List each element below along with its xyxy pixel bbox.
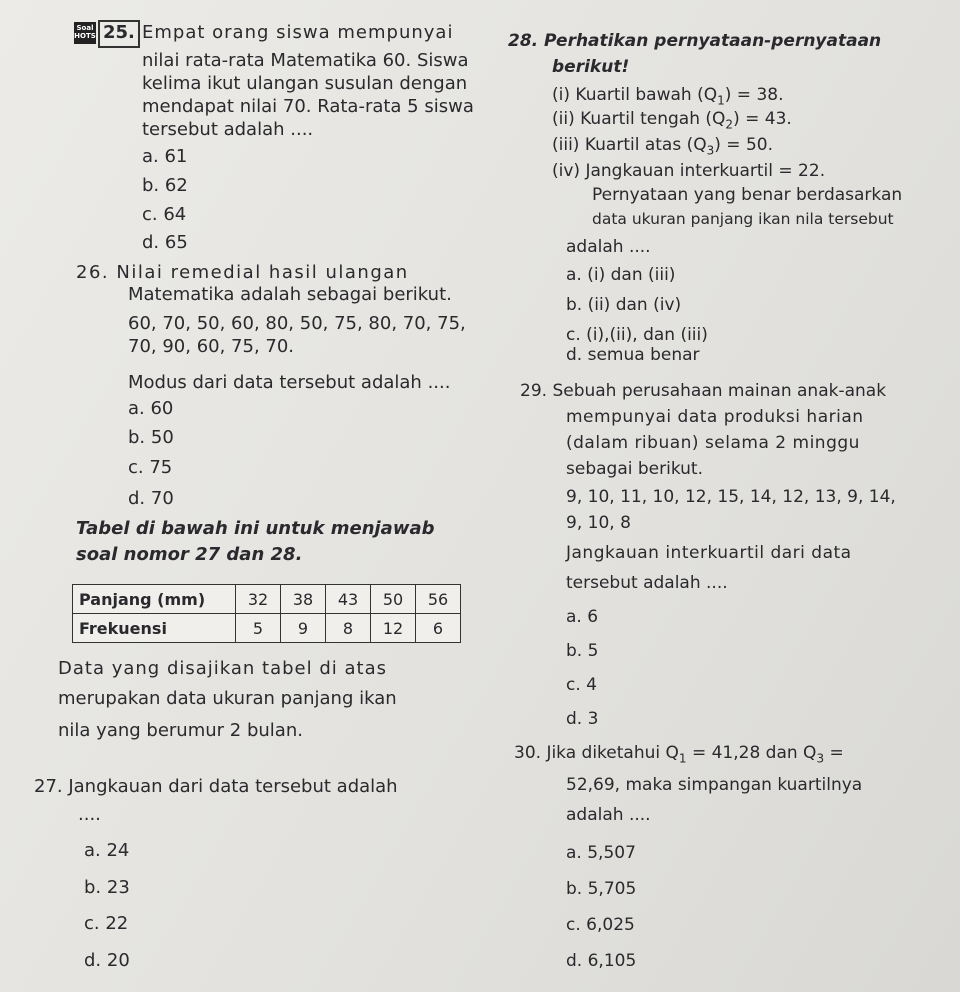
q29-line: mempunyai data produksi harian [566, 407, 864, 427]
q30-line: 30. Jika diketahui $Q_1 = 41,28$ dan $Q_3$ = [514, 743, 844, 766]
q29-option: c. 4 [566, 675, 597, 695]
q26-option: d. 70 [128, 488, 174, 509]
q27-line: .... [78, 804, 101, 825]
table-cell: 5 [236, 614, 281, 643]
q28-statement: (ii) Kuartil tengah $(Q_2) = 43$. [552, 109, 792, 132]
hots-badge: Soal HOTS [74, 22, 96, 44]
q28-statement: (iv) Jangkauan interkuartil = 22. [552, 161, 826, 181]
q25-line: tersebut adalah .... [142, 119, 314, 140]
question-25-number: 25. [98, 20, 140, 48]
table-caption: nila yang berumur 2 bulan. [58, 720, 303, 741]
table-cell: 6 [416, 614, 461, 643]
q30-line: adalah .... [566, 805, 651, 825]
q25-line: nilai rata-rata Matematika 60. Siswa [142, 50, 469, 71]
q28-option: a. (i) dan (iii) [566, 265, 676, 285]
q27-option: d. 20 [84, 950, 130, 971]
q26-option: c. 75 [128, 457, 173, 478]
table-intro: soal nomor 27 dan 28. [76, 544, 303, 565]
q29-option: b. 5 [566, 641, 599, 661]
table-row-label: Panjang (mm) [73, 585, 236, 614]
table-cell: 12 [371, 614, 416, 643]
q29-line: (dalam ribuan) selama 2 minggu [566, 433, 860, 453]
q25-line: kelima ikut ulangan susulan dengan [142, 73, 468, 94]
q26-line: Modus dari data tersebut adalah .... [128, 372, 451, 393]
q30-option: c. 6,025 [566, 915, 635, 935]
q25-option: c. 64 [142, 204, 187, 225]
q28-prompt: Pernyataan yang benar berdasarkan [592, 185, 903, 205]
table-cell: 43 [326, 585, 371, 614]
q29-line: sebagai berikut. [566, 459, 703, 479]
q29-option: a. 6 [566, 607, 599, 627]
table-row [73, 614, 461, 643]
q27-option: a. 24 [84, 840, 130, 861]
q28-prompt: data ukuran panjang ikan nila tersebut [592, 210, 894, 228]
q28-option: c. (i),(ii), dan (iii) [566, 325, 708, 345]
table-cell: 8 [326, 614, 371, 643]
q25-line: mendapat nilai 70. Rata-rata 5 siswa [142, 96, 474, 117]
q28-statement: (iii) Kuartil atas $(Q_3) = 50$. [552, 135, 773, 158]
q28-header: 28. Perhatikan pernyataan-pernyataan [508, 31, 882, 51]
q25-option: b. 62 [142, 175, 188, 196]
table-cell: 38 [281, 585, 326, 614]
table-cell: 50 [371, 585, 416, 614]
table-caption: merupakan data ukuran panjang ikan [58, 688, 397, 709]
q26-option: a. 60 [128, 398, 174, 419]
q30-option: a. 5,507 [566, 843, 636, 863]
q28-header: berikut! [552, 57, 630, 77]
q28-prompt: adalah .... [566, 237, 651, 257]
q27-option: b. 23 [84, 877, 130, 898]
q26-line: 60, 70, 50, 60, 80, 50, 75, 80, 70, 75, [128, 313, 466, 334]
q25-option: d. 65 [142, 232, 188, 253]
length-frequency-table [72, 584, 461, 643]
q25-option: a. 61 [142, 146, 188, 167]
q26-line: 70, 90, 60, 75, 70. [128, 336, 295, 357]
table-caption: Data yang disajikan tabel di atas [58, 658, 387, 679]
table-cell: 32 [236, 585, 281, 614]
table-cell: 56 [416, 585, 461, 614]
q30-option: d. 6,105 [566, 951, 637, 971]
q27-line: 27. Jangkauan dari data tersebut adalah [34, 776, 398, 797]
q29-line: tersebut adalah .... [566, 573, 728, 593]
table-cell: 9 [281, 614, 326, 643]
q30-line: 52,69, maka simpangan kuartilnya [566, 775, 863, 795]
table-row-label: Frekuensi [73, 614, 236, 643]
q29-line: 9, 10, 11, 10, 12, 15, 14, 12, 13, 9, 14, [566, 487, 896, 507]
q25-line: Empat orang siswa mempunyai [142, 22, 454, 43]
q26-line: 26. Nilai remedial hasil ulangan [76, 262, 409, 283]
q26-line: Matematika adalah sebagai berikut. [128, 284, 452, 305]
q28-option: b. (ii) dan (iv) [566, 295, 682, 315]
q30-option: b. 5,705 [566, 879, 637, 899]
table-row [73, 585, 461, 614]
table-intro: Tabel di bawah ini untuk menjawab [76, 518, 435, 539]
q27-option: c. 22 [84, 913, 129, 934]
q29-line: 9, 10, 8 [566, 513, 631, 533]
q26-option: b. 50 [128, 427, 174, 448]
q29-line: Jangkauan interkuartil dari data [566, 543, 852, 563]
q28-statement: (i) Kuartil bawah $(Q_1) = 38$. [552, 85, 784, 108]
q29-option: d. 3 [566, 709, 599, 729]
q28-option: d. semua benar [566, 345, 700, 365]
q29-line: 29. Sebuah perusahaan mainan anak-anak [520, 381, 887, 401]
